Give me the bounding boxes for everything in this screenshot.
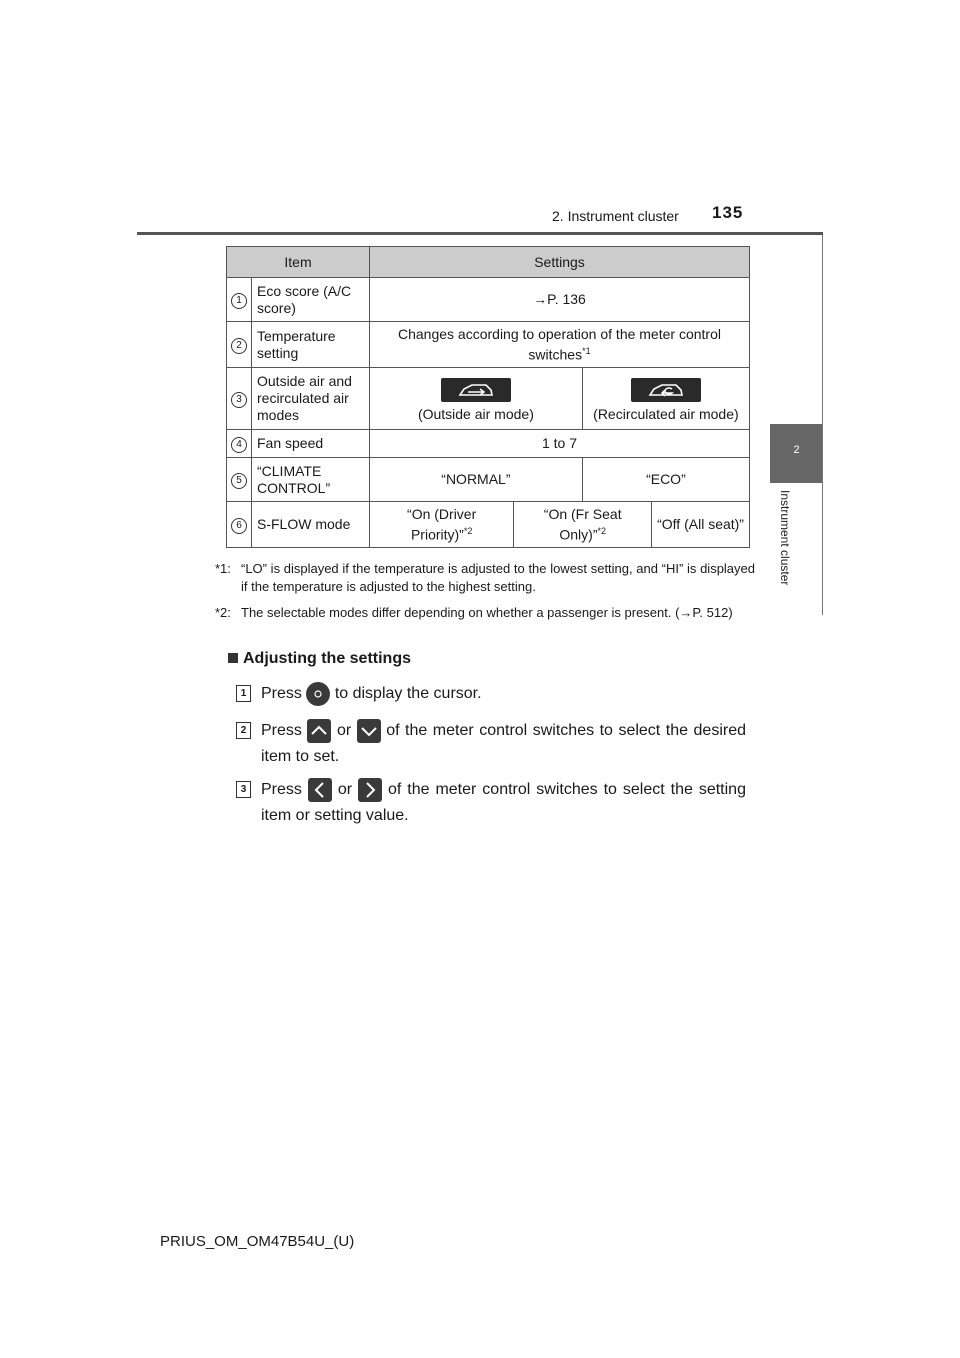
enter-button-icon [306,682,330,706]
footnote-ref: *2 [463,525,473,536]
item-name: Temperature setting [252,322,370,368]
bullet-square-icon [228,653,238,663]
row-number: 3 [231,392,247,408]
row-number: 1 [231,293,247,309]
table-row [227,430,750,458]
down-button-icon [357,719,381,743]
table-row [227,278,750,322]
document-code: PRIUS_OM_OM47B54U_(U) [160,1233,355,1250]
item-name: Fan speed [252,430,370,458]
step [236,777,746,829]
setting-option: “On (Fr Seat Only)” [543,505,622,543]
item-name: “CLIMATE CONTROL” [252,458,370,502]
step [236,718,746,770]
step-text: Press [261,722,302,739]
left-button-icon [308,778,332,802]
step-text: to display the cursor. [334,685,482,702]
step-text: Press [261,781,302,798]
table-row [227,368,750,430]
footnote [215,560,755,596]
footnote-text: “LO” is displayed if the temperature is adjusted to the lowest setting, and “HI” is displayed if the temperature is adjusted to the highest setting. [241,561,755,594]
setting-option: “Off (All seat)” [652,502,750,548]
item-name: Eco score (A/C score) [252,278,370,322]
footnote-text: The selectable modes differ depending on whether a passenger is present. (→P. 512) [241,605,733,620]
setting-option: “ECO” [582,458,749,502]
column-header-settings: Settings [370,247,750,278]
side-rule [822,235,823,615]
row-number: 4 [231,437,247,453]
column-header-item: Item [227,247,370,278]
chapter-tab [770,424,823,483]
step-number: 3 [236,781,251,798]
row-number: 6 [231,518,247,534]
table-header-row [227,247,750,278]
table-row [227,502,750,548]
setting-value: 1 to 7 [370,430,750,458]
setting-option: “NORMAL” [370,458,583,502]
step-text: of the meter control switches to select the desired item to set. [261,722,746,765]
header-rule [137,232,823,235]
footnote-ref: *2 [597,525,607,536]
step-text: or [336,722,352,739]
recirculated-air-label: (Recirculated air mode) [593,406,739,422]
footnote-mark: *1: [215,561,231,576]
item-name: Outside air and recirculated air modes [252,368,370,430]
chapter-number: 2 [793,444,800,456]
footnote-mark: *2: [215,605,231,620]
row-number: 5 [231,473,247,489]
section-title: 2. Instrument cluster [552,208,679,224]
step-text: or [337,781,353,798]
page-number: 135 [712,203,744,222]
setting-option: “On (Driver Priority)” [407,505,477,543]
step-text: Press [261,685,302,702]
recirculated-air-icon [631,378,701,402]
table-row [227,322,750,368]
step-text: of the meter control switches to select the setting item or setting value. [261,781,746,824]
setting-value: →P. 136 [370,278,750,322]
subsection-title: Adjusting the settings [243,650,411,667]
setting-value: Changes according to operation of the meter control switches [398,325,721,363]
up-button-icon [307,719,331,743]
footnote [215,604,755,622]
table-row [227,458,750,502]
step [236,681,746,707]
step-number: 2 [236,722,251,739]
chapter-label: Instrument cluster [778,490,792,586]
footnote-ref: *1 [582,345,591,356]
row-number: 2 [231,338,247,354]
item-name: S-FLOW mode [252,502,370,548]
step-number: 1 [236,685,251,702]
outside-air-label: (Outside air mode) [417,406,534,422]
outside-air-icon [441,378,511,402]
subsection-heading [228,650,411,668]
right-button-icon [358,778,382,802]
settings-table [226,246,750,548]
